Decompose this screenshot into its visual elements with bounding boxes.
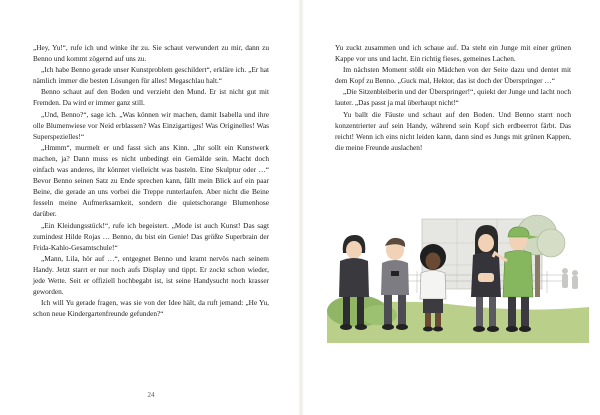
paragraph: Ich will Yu gerade fragen, was sie von der Idee hält, da ruft jemand: „He Yu, schon neue Kindergartenfreunde gefunden?“ <box>33 298 269 319</box>
paragraph: Yu ballt die Fäuste und schaut auf den Boden. Und Benno starrt noch konzentrierter auf sein Handy, während sein Kopf sich erdbeerrot färbt. Das reicht! Wenn ich eins nicht leiden kann, dann sind es Jungs mit grünen Kappen, die meine Freunde auslachen! <box>335 109 571 152</box>
illustration-svg <box>327 213 589 343</box>
paragraph: „Mann, Lila, hör auf …“, entgegnet Benno und kramt nervös nach seinem Handy. Jetzt starrt er nur noch aufs Display und tippt. Er zockt schon wieder, jede Wette. Seit er offiziell hochbegabt ist, ist seine Handysucht noch krasser geworden. <box>33 253 269 297</box>
paragraph: Benno schaut auf den Boden und verzieht den Mund. Er ist nicht gut mit Fremden. Da wird er immer ganz still. <box>33 87 269 108</box>
paragraph: „Ich habe Benno gerade unser Kunstproblem geschildert“, erkläre ich. „Er hat nämlich immer die besten Lösungen für alles! Megaschlau halt.“ <box>33 65 269 86</box>
page-gutter <box>298 0 304 415</box>
left-page-text <box>33 42 269 319</box>
paragraph: „Ein Kleidungsstück!“, rufe ich begeistert. „Mode ist auch Kunst! Das sagt zumindest Hilde Rojas … Benno, du bist ein Genie! Das größte Superbrain der Frida-Kahlo-Gesamtschule!“ <box>33 220 269 252</box>
paragraph: Yu zuckt zusammen und ich schaue auf. Da steht ein Junge mit einer grünen Kappe vor uns und lacht. Ein richtig fieses, gemeines Lachen. <box>335 43 571 64</box>
right-page-text <box>335 42 571 153</box>
illustration <box>327 213 589 343</box>
paragraph: „Hmmm“, murmelt er und fasst sich ans Kinn. „Ihr sollt ein Kunstwerk machen, ja? Dann muss es nicht unbedingt ein Gemälde sein. Macht doch einfach was anderes, ihr könntet vielleicht was basteln. Eine Skulptur oder …“ Bevor Benno seinen Satz zu Ende sprechen kann, fällt mein Blick auf ein paar Beine, die gerade an uns vorbei die Treppe runterlaufen. Aber nicht die Beine fesseln meine Aufmerksamkeit, sondern die quietschorange Blumenhose darüber. <box>33 142 269 219</box>
page-number: 24 <box>147 391 155 399</box>
paragraph: „Die Sitzenbleiberin und der Überspringer!“, quiekt der Junge und lacht noch lauter. „Das passt ja mal überhaupt nicht!“ <box>335 87 571 108</box>
paragraph: „Hey, Yu!“, rufe ich und winke ihr zu. Sie schaut verwundert zu mir, dann zu Benno und kommt zögernd auf uns zu. <box>33 43 269 64</box>
paragraph: Im nächsten Moment stößt ein Mädchen von der Seite dazu und dentet mit dem Kopf zu Benno. „Guck mal, Hektor, das ist doch der Überspringer …“ <box>335 65 571 86</box>
paragraph: „Und, Benno?“, sage ich. „Was können wir machen, damit Isabella und ihre olle Blumenwiese vor Neid erblassen? Was Einzigartiges! Was Originelles! Was Superspezielles!“ <box>33 109 269 141</box>
